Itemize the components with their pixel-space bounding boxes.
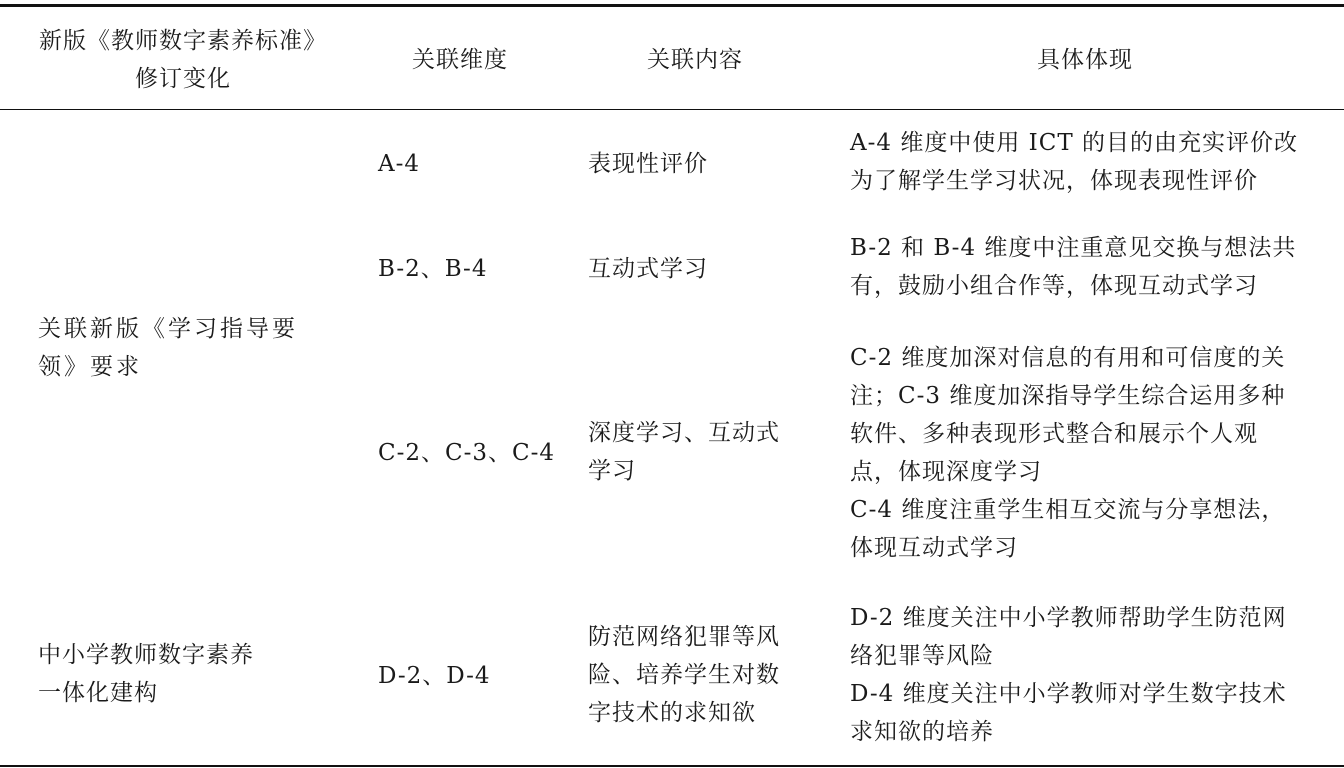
header-revision-change: 新版《教师数字素养标准》 修订变化 [39, 28, 327, 92]
header-detail: 具体体现 [1037, 47, 1133, 73]
header-dimension: 关联维度 [412, 47, 508, 73]
header-content: 关联内容 [647, 47, 743, 73]
row-d-dimension: D-2、D-4 [378, 663, 491, 689]
group-label-learning-guidance: 关联新版《学习指导要 领》要求 [38, 316, 298, 380]
row-b-detail: B-2 和 B-4 维度中注重意见交换与想法共 有，鼓励小组合作等，体现互动式学习 [850, 235, 1297, 299]
row-c-detail: C-2 维度加深对信息的有用和可信度的关 注；C-3 维度加深指导学生综合运用多种 软件、多种表现形式整合和展示个人观 点，体现深度学习 C-4 维度注重学生相互交流与分享想法， 体现互动式学习 [850, 345, 1286, 561]
row-c-content: 深度学习、互动式 学习 [588, 420, 780, 484]
table-header-rule [0, 109, 1344, 110]
row-b-dimension: B-2、B-4 [378, 256, 488, 282]
group-label-integrated-construction: 中小学教师数字素养 一体化建构 [38, 642, 254, 706]
table-bottom-rule [0, 765, 1344, 767]
row-a4-dimension: A-4 [378, 151, 421, 177]
row-a4-content: 表现性评价 [588, 151, 708, 177]
row-d-detail: D-2 维度关注中小学教师帮助学生防范网 络犯罪等风险 D-4 维度关注中小学教师对学生数字技术 求知欲的培养 [850, 605, 1287, 745]
row-b-content: 互动式学习 [588, 256, 708, 282]
row-c-dimension: C-2、C-3、C-4 [378, 440, 556, 466]
row-a4-detail: A-4 维度中使用 ICT 的目的由充实评价改 为了解学生学习状况，体现表现性评价 [850, 130, 1298, 194]
row-d-content: 防范网络犯罪等风 险、培养学生对数 字技术的求知欲 [588, 624, 780, 726]
table-top-rule [0, 4, 1344, 7]
